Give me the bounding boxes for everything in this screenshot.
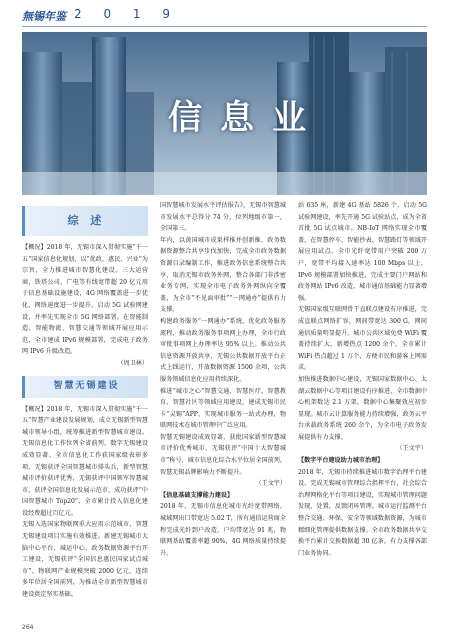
paragraph: 无锡国家级互联网骨干直联点建设有序推进，完成直联点网络扩容，网间带宽达 300 G，网间通信质量明显提升。城市公共区域免费 WiFi 覆盖持续扩大，新增热点 1200 余个，全市累计 WiFi 热点超过 1 万个，方便市民和游客上网需求。 [298, 306, 427, 372]
section-banner [22, 32, 427, 195]
paragraph: 加快推进数据中心建设，无锡国家数据中心、太湖云数据中心等项目建设有序推进，全市数据中心机架数达 2.1 万架，数据中心集聚效应初步显现。城市云计算服务能力持续增强，政务云平台承载政务系统 260 余个，为全市电子政务发展提供有力支撑。 [298, 375, 427, 441]
paragraph: 国智慧城市发展水平评估报告》，无锡市智慧城市发展水平总得分 74 分，位列地级市第一，全国第三。 [160, 202, 286, 233]
yearbook-year: 2 0 1 9 [74, 7, 179, 21]
running-header [0, 0, 449, 32]
paragraph: 无锡入选国家物联网重大应用示范城市，智慧无锡建设项目实施有效推进。新建无锡城市大脑中心平台，城运中心、政务数据资源平台开工建设，无锡获评“全国信息惠民国家试点城市”，物联网产业规模突破 2000 亿元，连续多年位居全国前列，为推动全市新型智慧城市建设奠定坚实基础。 [22, 521, 148, 599]
column-3 [298, 200, 427, 559]
paragraph: 智慧无锡建设成效显著，获批国家新型智慧城市评价优秀城市，无锡获评“中国十大智慧城市”称号，城市信息化综合水平位居全国前列，智慧无锡品牌影响力不断提升。 [160, 433, 286, 476]
banner-heading: 信息业 [168, 98, 324, 138]
paragraph: 年内，以黄国城市成果样推并创新推，政务数据资源整合共享步伐加快，完成全市政务数据资源目录编制工作，推进政务信息系统整合共享，取消无锡市政务外网，整合各部门非涉密业务专网，实现全市电子政务外网纵向全覆盖，为全市“不见面审批”“一网通办”提供有力支撑。 [160, 236, 286, 314]
column-1 [22, 200, 148, 601]
column-2 [160, 200, 286, 559]
paragraph: 构建政务服务“一网通办”系统，优化政务服务流程，推动政务服务事项网上办理，全市行政审批事项网上办理率达 95% 以上。推动公共信息资源开放共享，无锡公共数据开放平台正式上线运行，开放数据资源 1500 余项，公共服务领域信息化应用持续深化。 [160, 317, 286, 383]
author-signature: （王文宇） [255, 480, 286, 488]
paragraph: 站 635 座，新建 4G 基站 5826 个，启动 5G 试验网建设，率先开通 5G 试验站点，成为全省首批 5G 试点城市。NB-IoT 网络实现全市覆盖，在智慧停车、智能抄表、智慧路灯等领域开展应用试点。全市光纤宽带用户突破 200 万户，宽带平均接入速率达 100 Mbps 以上，IPv6 规模部署加快推进，完成主要门户网站和政务网站 IPv6 改造，城市通信基础能力显著增强。 [298, 202, 427, 302]
paragraph: 2018 年，无锡市持续推进城市数字治理平台建设，完成无锡城市管理综合指挥平台、社会综合治理网格化平台等项目建设，实现城市管理问题发现、处置、反馈闭环管理。城市运行监测平台整合交通、环保、安全等领域数据资源，为城市精细化管理提供数据支撑。全市政务数据共享交换平台累计交换数据超 30 亿条，有力支撑各部门业务协同。 [298, 468, 427, 557]
author-signature: （周卫林） [117, 359, 148, 367]
header-rule [22, 26, 427, 27]
paragraph: 【概况】2018 年，无锡市深入贯彻实施“千一五”智慧产业建设发展规划，成立无锡新型智慧城市领导小组，统筹推进新型智慧城市建设。无锡信息化工作位列全省前列，数字无锡建设成效显著。全市信息化工作获国家级表彰多项，无锡获评全国智慧城市排头兵，新型智慧城市评价获评优秀，无锡获评中国领军智慧城市，获评全国信息化发展示范市，成功获评“中国智慧城市 Top20”，全市累计投入信息化建设经费超过百亿元。 [22, 405, 148, 517]
paragraph: 【概况】2018 年，无锡市深入贯彻实施“千一五”国家信息化规划，以“优政、惠民、兴业”为宗旨，全力推进城市智慧化建设。三大运营商，铁塔公司、广电等有线宽带超 20 亿元用于信息基础设施建设，4G 网络覆盖进一步优化，网络速度进一步提升。启动 5G 试验网建设，并率先实现全市 5G 网络部署。在智能制造、智能物流、智慧交通等领域开展应用示范，全市建成 IPv6 规模部署，完成电子政务网 IPv6 升级改造。 [22, 244, 148, 356]
page-number: 264 [22, 624, 34, 631]
subsection-heading: 【数字平台建设助力城市治理】 [298, 457, 384, 465]
paragraph: 推进“城市之心”智慧交通、智慧医疗、智慧教育、智慧社区等领域应用建设，建成无锡市民卡“灵锡”APP，实现城市服务一站式办理，物联网技术在城市管理中广泛应用。 [160, 387, 286, 430]
yearbook-title: 無锡年鉴 [22, 10, 66, 23]
section-heading-smart-wuxi: 智慧无锡建设 [22, 376, 148, 398]
subsection-heading: 【信息基础支撑能力建设】 [160, 491, 234, 499]
paragraph: 2018 年，无锡市信息化城市光纤宽带网络、城域网出口带宽达 5.02 T，所有通信运营商全程完成光纤到户改造，户均带宽达 91 兆，物联网基站覆盖率超 90%，4G 网络质量持续提升。 [160, 503, 286, 557]
section-heading-overview: 综 述 [22, 206, 148, 236]
author-signature: （王文宇） [396, 445, 427, 453]
